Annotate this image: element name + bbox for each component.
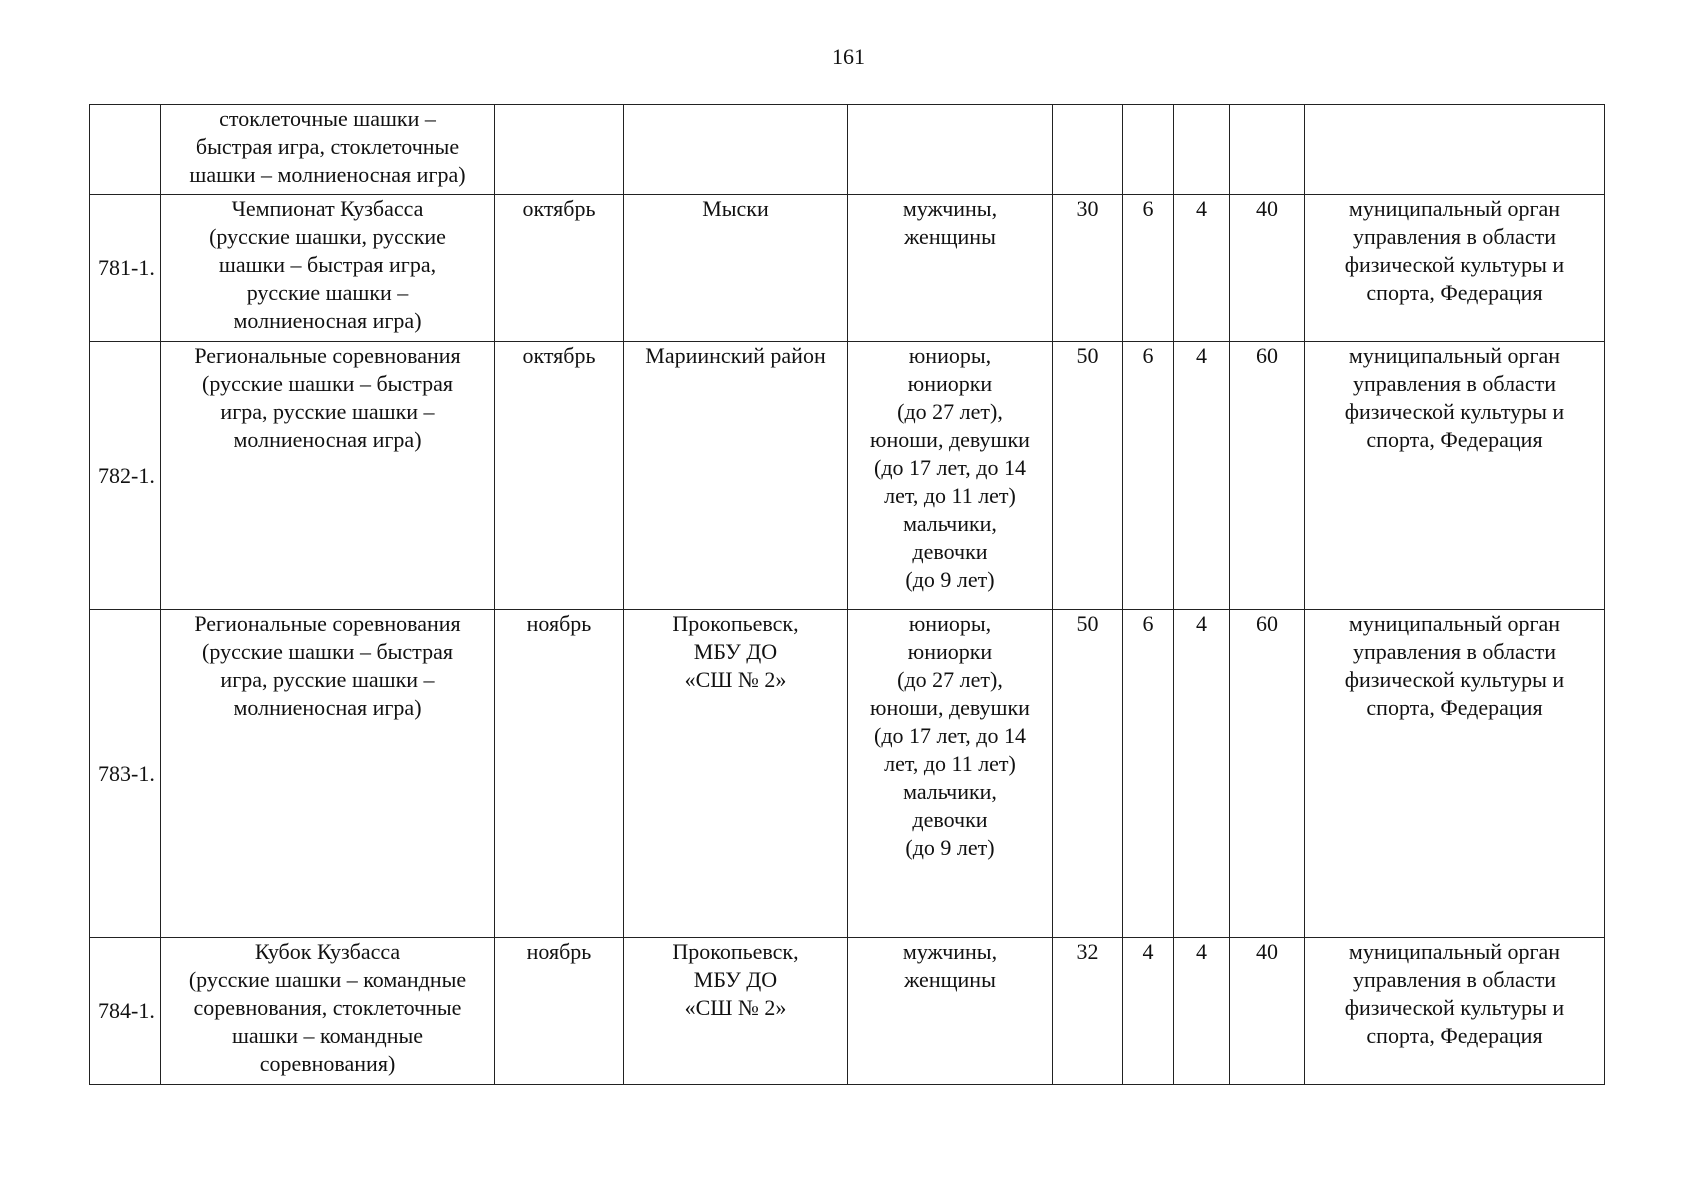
event-value-3: 4 xyxy=(1174,195,1230,342)
event-value-4: 40 xyxy=(1230,195,1305,342)
event-number: 783-1. xyxy=(90,610,161,938)
event-value-4: 60 xyxy=(1230,610,1305,938)
event-organizer: муниципальный орган управления в области физической культуры и спорта, Федерация xyxy=(1305,938,1605,1085)
event-value-1: 50 xyxy=(1053,610,1123,938)
table-row xyxy=(90,195,1605,342)
event-participants: юниоры, юниорки (до 27 лет), юноши, девушки (до 17 лет, до 14 лет, до 11 лет) мальчики, девочки (до 9 лет) xyxy=(848,342,1053,610)
event-value-2: 6 xyxy=(1123,195,1174,342)
event-value-4: 60 xyxy=(1230,342,1305,610)
event-value-2: 4 xyxy=(1123,938,1174,1085)
event-organizer: муниципальный орган управления в области физической культуры и спорта, Федерация xyxy=(1305,610,1605,938)
event-place: Мыски xyxy=(624,195,848,342)
event-value-4: 40 xyxy=(1230,938,1305,1085)
event-value-3: 4 xyxy=(1174,610,1230,938)
event-place: Прокопьевск, МБУ ДО «СШ № 2» xyxy=(624,938,848,1085)
event-name: Чемпионат Кузбасса (русские шашки, русские шашки – быстрая игра, русские шашки – молниеносная игра) xyxy=(161,195,495,342)
event-participants: юниоры, юниорки (до 27 лет), юноши, девушки (до 17 лет, до 14 лет, до 11 лет) мальчики, девочки (до 9 лет) xyxy=(848,610,1053,938)
event-month xyxy=(495,105,624,195)
events-table xyxy=(89,104,1605,1085)
table-row xyxy=(90,342,1605,610)
table-row xyxy=(90,938,1605,1085)
event-place: Прокопьевск, МБУ ДО «СШ № 2» xyxy=(624,610,848,938)
event-name: стоклеточные шашки – быстрая игра, стоклеточные шашки – молниеносная игра) xyxy=(161,105,495,195)
page-number: 161 xyxy=(832,44,865,69)
event-value-1: 32 xyxy=(1053,938,1123,1085)
event-month: ноябрь xyxy=(495,938,624,1085)
event-name: Региональные соревнования (русские шашки – быстрая игра, русские шашки – молниеносная игра) xyxy=(161,342,495,610)
event-participants: мужчины, женщины xyxy=(848,938,1053,1085)
table-row xyxy=(90,610,1605,938)
event-number: 782-1. xyxy=(90,342,161,610)
event-participants xyxy=(848,105,1053,195)
event-value-3: 4 xyxy=(1174,938,1230,1085)
event-organizer: муниципальный орган управления в области физической культуры и спорта, Федерация xyxy=(1305,342,1605,610)
event-value-2: 6 xyxy=(1123,610,1174,938)
event-month: октябрь xyxy=(495,195,624,342)
event-place xyxy=(624,105,848,195)
event-number: 784-1. xyxy=(90,938,161,1085)
event-participants: мужчины, женщины xyxy=(848,195,1053,342)
event-place: Мариинский район xyxy=(624,342,848,610)
event-name: Кубок Кузбасса (русские шашки – командные соревнования, стоклеточные шашки – командные соревнования) xyxy=(161,938,495,1085)
event-month: октябрь xyxy=(495,342,624,610)
event-name: Региональные соревнования (русские шашки – быстрая игра, русские шашки – молниеносная игра) xyxy=(161,610,495,938)
event-value-1: 30 xyxy=(1053,195,1123,342)
event-value-4 xyxy=(1230,105,1305,195)
event-organizer xyxy=(1305,105,1605,195)
event-month: ноябрь xyxy=(495,610,624,938)
table-row xyxy=(90,105,1605,195)
event-value-1 xyxy=(1053,105,1123,195)
event-value-3: 4 xyxy=(1174,342,1230,610)
event-number: 781-1. xyxy=(90,195,161,342)
event-value-3 xyxy=(1174,105,1230,195)
event-number xyxy=(90,105,161,195)
event-value-1: 50 xyxy=(1053,342,1123,610)
event-organizer: муниципальный орган управления в области физической культуры и спорта, Федерация xyxy=(1305,195,1605,342)
event-value-2: 6 xyxy=(1123,342,1174,610)
event-value-2 xyxy=(1123,105,1174,195)
